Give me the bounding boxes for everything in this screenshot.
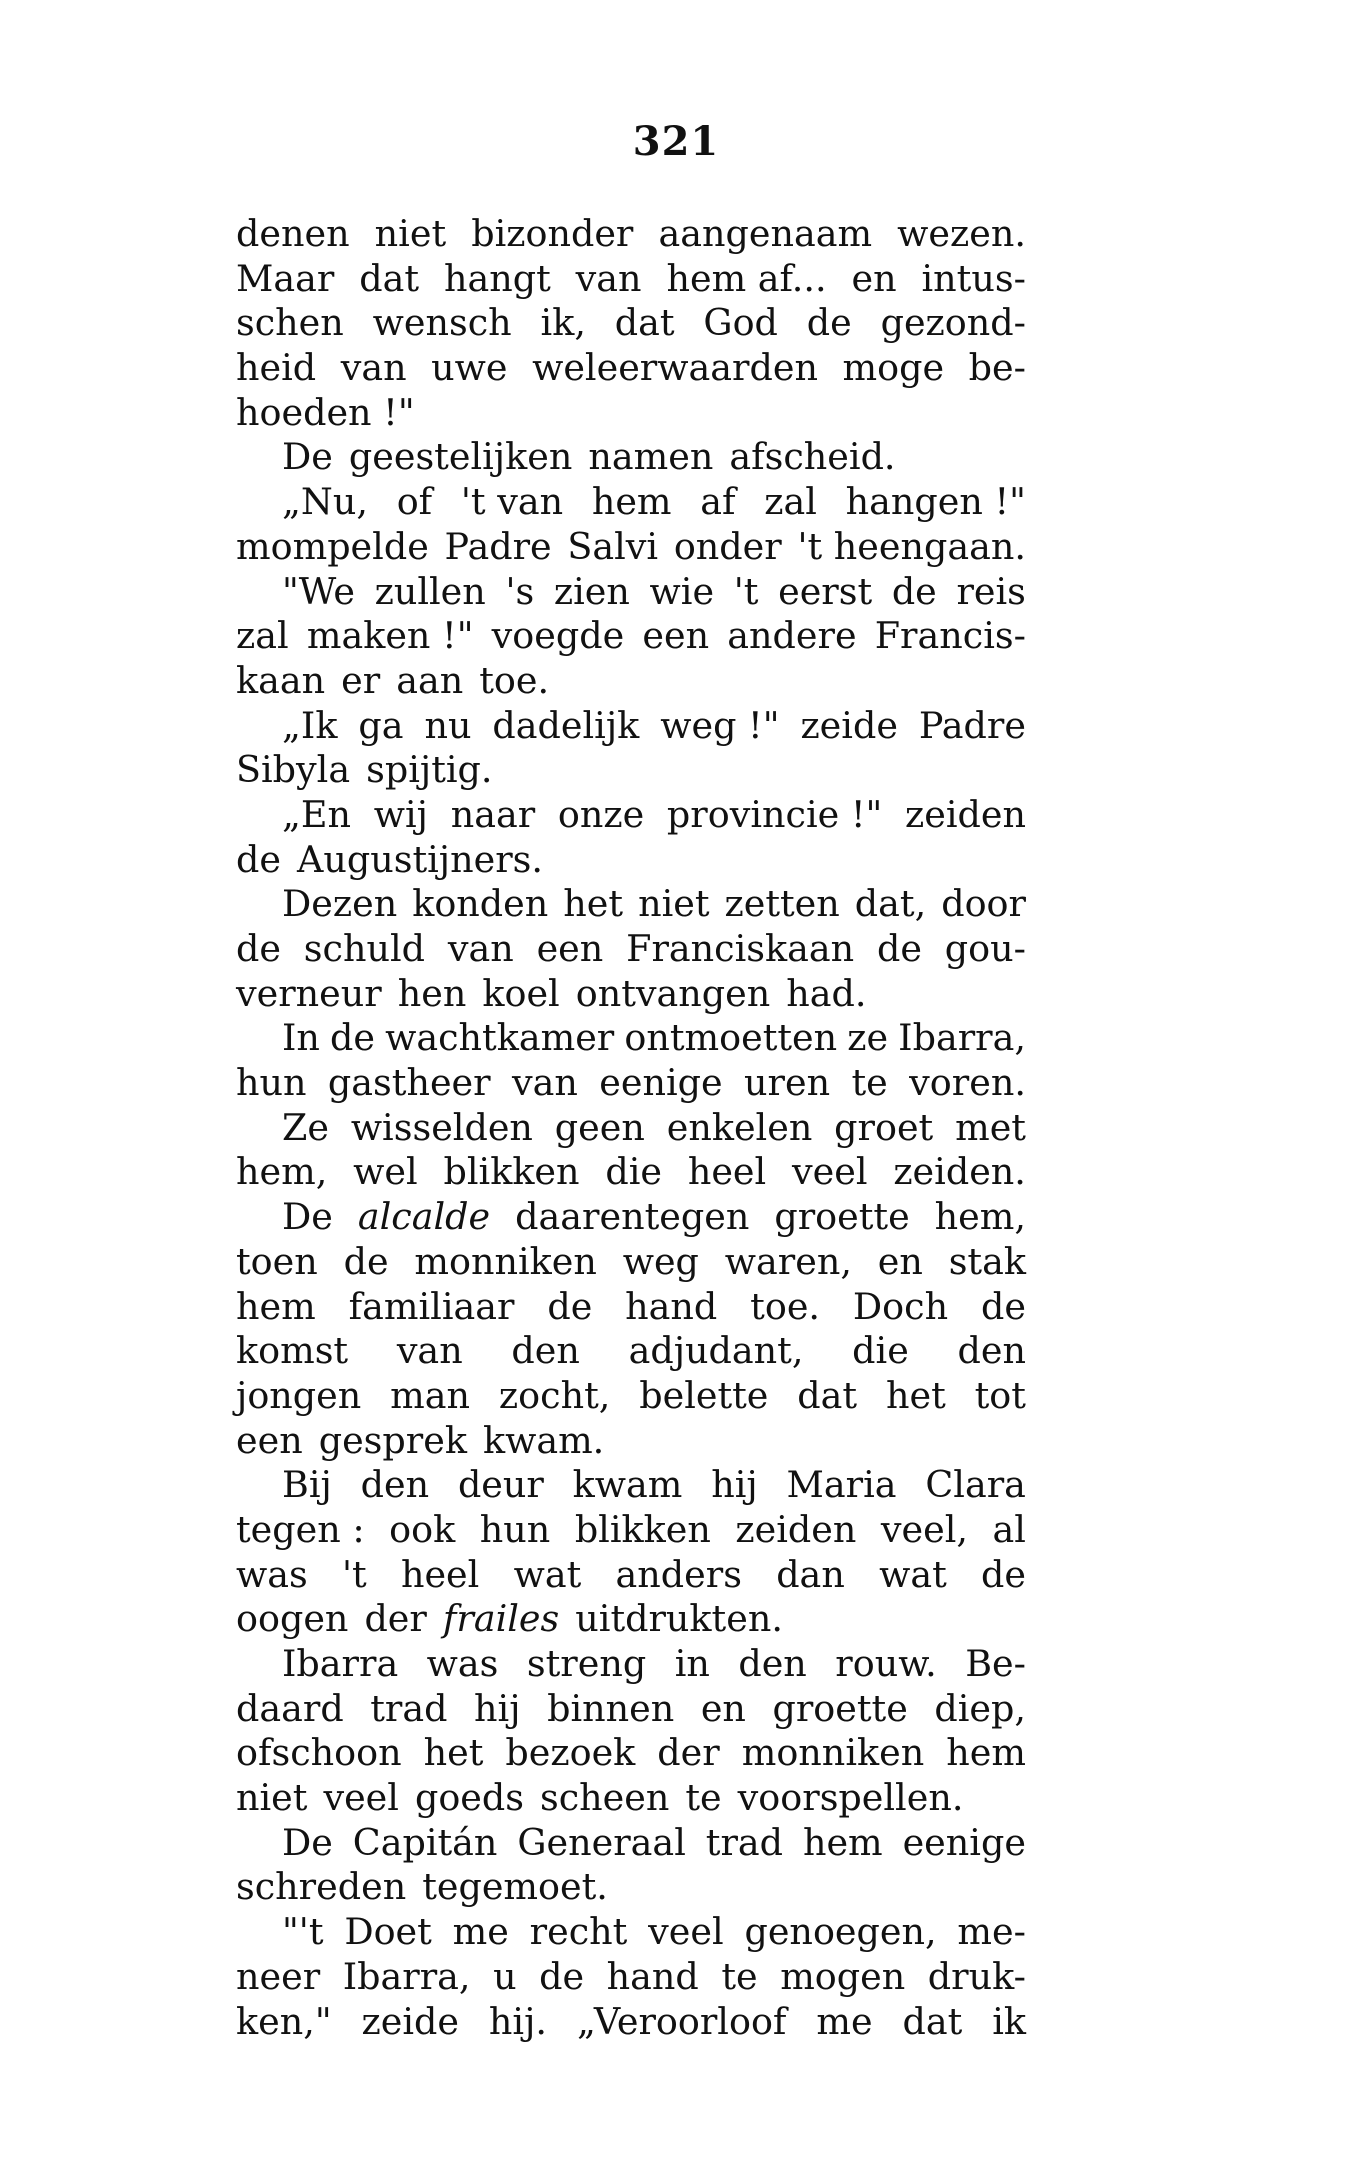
text-word: was <box>426 1642 499 1685</box>
text-word: schuld <box>303 927 426 970</box>
text-word: hem, <box>236 1150 328 1194</box>
text-word: der <box>657 1731 720 1775</box>
text-word: ga <box>358 703 404 747</box>
text-word: zeide <box>800 703 898 747</box>
text-word: hand <box>625 1284 718 1328</box>
text-word: oogen <box>236 1597 349 1641</box>
text-word: gezond- <box>880 301 1026 345</box>
text-line <box>236 1195 1026 1240</box>
text-word: door <box>941 882 1026 926</box>
text-word: Doet <box>344 1910 432 1954</box>
text-word: hem af... <box>666 256 827 300</box>
text-word: ik, <box>540 301 586 345</box>
text-word: Francis- <box>874 614 1026 658</box>
text-word: druk- <box>927 1954 1026 1998</box>
text-word: ofschoon <box>236 1731 402 1775</box>
text-word: zocht, <box>498 1373 611 1417</box>
text-word: groette <box>774 1195 910 1239</box>
text-word: gesprek <box>318 1418 467 1462</box>
text-word: eenige <box>902 1820 1026 1864</box>
text-word: uren <box>744 1061 831 1105</box>
text-word: en <box>700 1686 746 1730</box>
text-word: Maar <box>236 256 335 300</box>
text-line <box>236 972 1026 1017</box>
text-word: hoeden !" <box>236 390 415 434</box>
text-word: dat <box>359 256 420 300</box>
text-word: onder <box>673 524 782 568</box>
text-word: en <box>877 1239 923 1283</box>
text-word: hem <box>591 480 672 524</box>
text-word: dan <box>776 1552 845 1596</box>
text-line <box>236 570 1026 615</box>
text-word: eerst <box>778 569 873 613</box>
text-line <box>236 1106 1026 1151</box>
text-word: wensch <box>372 301 512 345</box>
text-word: de <box>539 1954 585 1998</box>
text-line <box>236 2000 1026 2045</box>
text-word: hem <box>236 1284 316 1328</box>
text-word: toen <box>236 1239 318 1283</box>
text-word: ik <box>992 1999 1026 2043</box>
text-word: niet <box>236 1776 308 1820</box>
text-word: nu <box>424 703 472 747</box>
text-word: trad <box>705 1820 784 1864</box>
text-word: en <box>851 256 897 300</box>
text-word: "We <box>282 569 355 613</box>
text-word: De <box>282 1820 333 1864</box>
text-word: de <box>877 927 922 970</box>
text-word: monniken <box>741 1731 925 1775</box>
text-line <box>236 1597 1026 1642</box>
text-word: zullen <box>374 569 486 613</box>
text-word: Be- <box>965 1642 1026 1685</box>
text-line <box>236 212 1026 257</box>
text-word: de <box>330 1016 375 1060</box>
text-word: Franciskaan <box>626 927 855 970</box>
text-word: al <box>992 1507 1026 1551</box>
text-word: veel <box>648 1910 724 1954</box>
text-word: het <box>563 882 624 926</box>
text-word: reis <box>956 569 1026 613</box>
text-word: ken," <box>236 1999 332 2043</box>
text-word: diep, <box>934 1686 1026 1730</box>
text-word: streng <box>526 1642 647 1685</box>
text-word: „Ik <box>282 703 338 747</box>
text-word: den <box>511 1329 580 1373</box>
text-line <box>236 1642 1026 1687</box>
text-line <box>236 1910 1026 1955</box>
text-word: „En <box>282 792 352 836</box>
text-word: „Nu, <box>282 480 368 524</box>
text-line <box>236 927 1026 972</box>
text-word: geestelijken <box>348 435 573 479</box>
text-word: uitdrukten. <box>575 1597 783 1641</box>
text-word: me <box>816 1999 873 2043</box>
text-line <box>236 1285 1026 1330</box>
text-word: rouw. <box>835 1642 937 1685</box>
text-word: Ibarra <box>282 1642 399 1685</box>
text-word: In <box>282 1016 320 1060</box>
text-word: wie <box>649 569 715 613</box>
text-word: Ibarra, <box>898 1016 1026 1060</box>
text-word: de <box>981 1552 1026 1596</box>
text-word: De <box>282 435 333 479</box>
text-word: afscheid. <box>729 435 896 479</box>
text-line <box>236 748 1026 793</box>
text-word: mompelde <box>236 524 429 568</box>
text-word: een <box>236 1418 303 1462</box>
text-word: tegen : <box>236 1507 365 1551</box>
text-word: aan <box>396 658 464 702</box>
text-word: in <box>674 1642 710 1685</box>
text-word: blikken <box>574 1507 711 1551</box>
text-word: van <box>340 346 407 390</box>
text-word: u <box>493 1954 517 1998</box>
text-line <box>236 659 1026 704</box>
text-word: voegde <box>491 614 625 658</box>
text-word: binnen <box>547 1686 675 1730</box>
text-word: hen <box>397 971 467 1015</box>
text-word: met <box>955 1105 1026 1149</box>
text-word: 't <box>342 1552 367 1596</box>
text-word: Sibyla <box>236 748 351 792</box>
text-word: maken !" <box>306 614 474 658</box>
text-word: ontmoetten <box>624 1016 838 1060</box>
text-word: ook <box>389 1507 456 1551</box>
text-word: bezoek <box>505 1731 636 1775</box>
text-word: die <box>605 1150 662 1194</box>
text-word: "'t <box>282 1910 324 1954</box>
text-word: hem <box>946 1731 1026 1775</box>
text-word: veel, <box>880 1507 968 1551</box>
text-word: dat <box>614 301 675 345</box>
text-word: schreden <box>236 1865 407 1909</box>
text-word: wisselden <box>350 1105 533 1149</box>
text-line <box>236 1419 1026 1464</box>
text-word: heel <box>687 1150 767 1194</box>
text-line <box>236 1061 1026 1106</box>
text-word: groette <box>772 1686 908 1730</box>
text-word: hij <box>474 1686 521 1730</box>
text-word: denen <box>236 212 350 255</box>
text-word: 's <box>505 569 535 613</box>
text-word: 't heengaan. <box>797 524 1026 568</box>
body-text <box>236 212 1026 2044</box>
text-line <box>236 1731 1026 1776</box>
text-word: hun <box>236 1061 307 1105</box>
text-word: gou- <box>944 927 1026 970</box>
text-word: hem, <box>934 1195 1026 1239</box>
text-line <box>236 1821 1026 1866</box>
text-word: daard <box>236 1686 344 1730</box>
text-line <box>236 1776 1026 1821</box>
text-word: een <box>536 927 604 970</box>
text-word: wat <box>879 1552 947 1596</box>
text-word: Maria <box>786 1463 897 1507</box>
text-word: monniken <box>414 1239 597 1283</box>
text-word: De <box>282 1195 333 1239</box>
text-word: van <box>512 1061 578 1105</box>
text-word: intus- <box>921 256 1026 300</box>
text-word: verneur <box>236 971 382 1015</box>
text-line <box>236 480 1026 525</box>
text-word: hun <box>479 1507 551 1551</box>
text-word: onze <box>557 792 645 836</box>
text-word: zien <box>553 569 630 613</box>
text-word: gastheer <box>327 1061 491 1105</box>
text-word: daarentegen <box>515 1195 750 1239</box>
text-word: ontvangen <box>575 971 771 1015</box>
text-word: komst <box>236 1329 349 1373</box>
text-word: te <box>851 1061 888 1105</box>
text-word: hangen !" <box>845 480 1026 524</box>
text-word: aangenaam <box>658 212 873 255</box>
text-word: van <box>396 1329 463 1373</box>
text-word: geen <box>554 1105 645 1149</box>
text-word: bizonder <box>471 212 634 255</box>
text-word: scheen <box>540 1776 670 1820</box>
text-word: niet <box>374 212 447 255</box>
text-word: 't van <box>460 480 564 524</box>
text-word: frailes <box>442 1597 560 1641</box>
text-word: andere <box>727 614 857 658</box>
text-word: Doch <box>852 1284 949 1328</box>
text-word: uwe <box>431 346 508 390</box>
text-word: be- <box>968 346 1026 390</box>
text-word: wat <box>513 1552 582 1596</box>
text-word: heid <box>236 346 317 390</box>
text-line <box>236 1016 1026 1061</box>
text-word: te <box>721 1954 758 1998</box>
text-word: enkelen <box>666 1105 813 1149</box>
text-line <box>236 1687 1026 1732</box>
text-word: me- <box>957 1910 1026 1954</box>
page-number: 321 <box>632 118 720 165</box>
text-word: konden <box>412 882 549 926</box>
text-word: die <box>852 1329 909 1373</box>
text-word: het <box>423 1731 484 1775</box>
text-word: den <box>360 1463 430 1507</box>
text-line <box>236 1553 1026 1598</box>
text-word: Capitán <box>352 1820 498 1864</box>
text-line <box>236 614 1026 659</box>
text-word: me <box>452 1910 509 1954</box>
text-word: jongen <box>236 1373 362 1417</box>
text-word: toe. <box>479 658 550 702</box>
text-word: de <box>343 1239 389 1283</box>
text-word: provincie !" <box>666 792 883 836</box>
text-word: het <box>885 1373 946 1417</box>
text-word: zeiden <box>735 1507 857 1551</box>
text-line <box>236 1329 1026 1374</box>
text-word: was <box>236 1552 308 1596</box>
text-word: de <box>236 837 281 881</box>
text-word: weleerwaarden <box>532 346 818 390</box>
text-word: recht <box>529 1910 628 1954</box>
text-word: niet <box>638 882 710 926</box>
text-line <box>236 525 1026 570</box>
text-word: belette <box>639 1373 769 1417</box>
text-word: veel <box>792 1150 868 1194</box>
text-word: man <box>390 1373 471 1417</box>
text-word: tegemoet. <box>422 1865 608 1909</box>
text-word: hij <box>711 1463 758 1507</box>
text-word: familiaar <box>348 1284 515 1328</box>
text-word: 't <box>733 569 759 613</box>
text-word: Salvi <box>567 524 659 568</box>
text-line <box>236 1463 1026 1508</box>
text-word: de <box>806 301 852 345</box>
text-word: „Veroorloof <box>576 1999 787 2043</box>
text-word: Generaal <box>517 1820 686 1864</box>
text-line <box>236 1508 1026 1553</box>
text-word: wezen. <box>897 212 1026 255</box>
text-word: voren. <box>909 1061 1026 1105</box>
text-word: zal <box>236 614 289 658</box>
text-line <box>236 1865 1026 1910</box>
text-word: of <box>396 480 433 524</box>
text-word: naar <box>450 792 536 836</box>
text-word: waren, <box>724 1239 852 1283</box>
text-word: heel <box>400 1552 480 1596</box>
text-word: blikken <box>443 1150 580 1194</box>
text-word: God <box>703 301 778 345</box>
text-word: Ibarra, <box>342 1954 471 1998</box>
text-word: dadelijk <box>492 703 640 747</box>
text-word: tot <box>974 1373 1026 1417</box>
text-word: had. <box>786 971 867 1015</box>
text-word: kaan <box>236 658 326 702</box>
text-word: er <box>341 658 381 702</box>
text-word: wij <box>373 792 428 836</box>
text-word: schen <box>236 301 344 345</box>
text-line <box>236 1374 1026 1419</box>
text-word: van <box>447 927 514 970</box>
text-word: namen <box>588 435 714 479</box>
text-word: hangt <box>443 256 551 300</box>
text-word: adjudant, <box>628 1329 804 1373</box>
text-word: hij. <box>488 1999 548 2043</box>
text-word: de <box>891 569 937 613</box>
text-word: genoegen, <box>744 1910 937 1954</box>
text-word: hand <box>606 1954 699 1998</box>
text-word: Dezen <box>282 882 398 926</box>
text-word: te <box>685 1776 722 1820</box>
text-line <box>236 257 1026 302</box>
text-word: stak <box>948 1239 1026 1283</box>
text-word: weg !" <box>660 703 780 747</box>
text-line <box>236 838 1026 883</box>
text-word: Clara <box>925 1463 1026 1507</box>
text-line <box>236 435 1026 480</box>
text-line <box>236 1955 1026 2000</box>
text-line <box>236 346 1026 391</box>
text-word: weg <box>622 1239 699 1283</box>
text-word: koel <box>482 971 560 1015</box>
text-word: ze <box>847 1016 889 1060</box>
text-word: dat <box>797 1373 858 1417</box>
text-word: alcalde <box>357 1195 491 1239</box>
text-line <box>236 1240 1026 1285</box>
text-word: moge <box>842 346 945 390</box>
text-word: deur <box>457 1463 544 1507</box>
text-word: zeiden. <box>893 1150 1026 1194</box>
text-word: spijtig. <box>366 748 493 792</box>
text-word: zal <box>764 480 817 524</box>
text-line <box>236 391 1026 436</box>
text-word: voorspellen. <box>737 1776 964 1820</box>
text-word: trad <box>370 1686 448 1730</box>
text-word: eenige <box>599 1061 723 1105</box>
text-word: zeiden <box>905 792 1026 836</box>
text-word: groet <box>834 1105 934 1149</box>
text-word: anders <box>615 1552 742 1596</box>
text-line <box>236 1150 1026 1195</box>
text-word: Padre <box>918 703 1026 747</box>
text-word: den <box>957 1329 1026 1373</box>
text-word: Ze <box>282 1105 329 1149</box>
text-line <box>236 301 1026 346</box>
text-word: zeide <box>361 1999 460 2043</box>
text-word: zetten <box>724 882 840 926</box>
text-word: der <box>364 1597 427 1641</box>
text-word: den <box>738 1642 807 1685</box>
text-word: Padre <box>444 524 552 568</box>
text-word: dat <box>902 1999 963 2043</box>
text-word: mogen <box>780 1954 906 1998</box>
text-word: neer <box>236 1954 321 1998</box>
text-word: dat, <box>854 882 927 926</box>
text-word: de <box>547 1284 593 1328</box>
text-line <box>236 882 1026 927</box>
text-line <box>236 704 1026 749</box>
text-word: af <box>700 480 736 524</box>
text-word: de <box>980 1284 1026 1328</box>
text-word: hem <box>802 1820 883 1864</box>
text-word: de <box>236 927 281 970</box>
text-word: Bij <box>282 1463 332 1507</box>
text-word: wel <box>353 1150 418 1194</box>
text-word: Augustijners. <box>296 837 543 881</box>
text-word: goeds <box>414 1776 524 1820</box>
text-word: een <box>642 614 710 658</box>
text-word: toe. <box>750 1284 821 1328</box>
text-word: wachtkamer <box>385 1016 615 1060</box>
text-line <box>236 793 1026 838</box>
text-word: kwam <box>572 1463 683 1507</box>
text-word: veel <box>323 1776 399 1820</box>
text-word: kwam. <box>482 1418 605 1462</box>
text-word: van <box>575 256 642 300</box>
